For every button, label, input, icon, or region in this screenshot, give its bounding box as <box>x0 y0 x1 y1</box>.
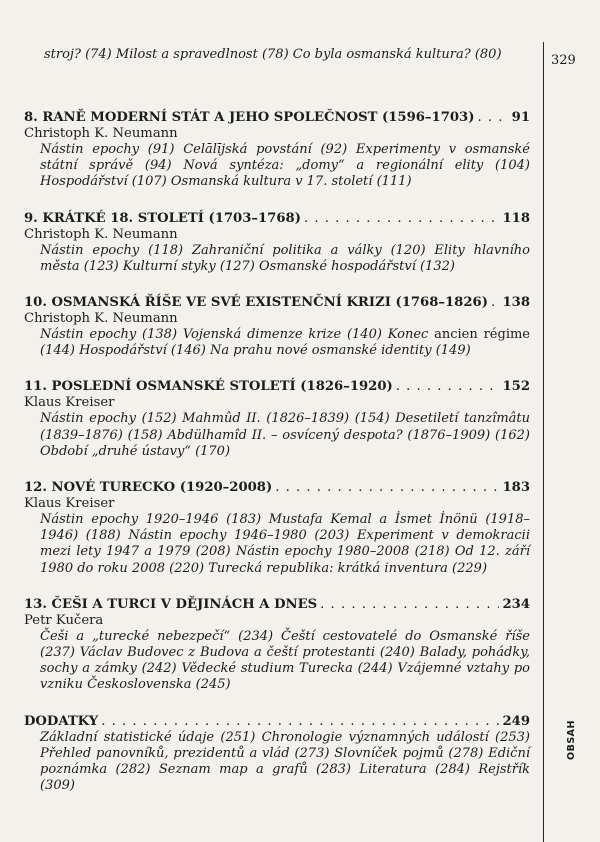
dot-leader <box>477 109 508 126</box>
toc-section-13 <box>24 596 530 694</box>
chapter-heading[interactable] <box>24 210 530 227</box>
side-label: OBSAH <box>566 720 577 760</box>
toc-content <box>24 47 530 813</box>
chapter-author: Klaus Kreiser <box>24 496 115 512</box>
toc-section-12 <box>24 479 530 577</box>
chapter-title: 9. KRÁTKÉ 18. STOLETÍ (1703–1768) <box>24 210 301 226</box>
subsections-part: Nástin epochy (138) Vojenská dimenze krize (140) Konec <box>40 327 435 343</box>
chapter-title: DODATKY <box>24 713 99 729</box>
chapter-title: 13. ČEŠI A TURCI V DĚJINÁCH A DNES <box>24 596 318 612</box>
chapter-subsections: Nástin epochy (118) Zahraniční politika a války (120) Elity hlavního města (123) Kulturní styky (127) Osmanské hospodářství (132) <box>40 242 530 274</box>
toc-section-8 <box>24 109 530 191</box>
chapter-page: 183 <box>502 480 530 496</box>
subsections-part: (144) Hospodářství (146) Na prahu nové osmanské identity (149) <box>40 343 471 359</box>
toc-section-10 <box>24 294 530 359</box>
chapter-subsections <box>24 327 530 359</box>
chapter-heading[interactable] <box>24 713 530 730</box>
chapter-author: Petr Kučera <box>24 612 104 628</box>
chapter-heading[interactable] <box>24 294 530 311</box>
dot-leader <box>304 210 500 227</box>
chapter-heading[interactable] <box>24 479 530 496</box>
chapter-subsections: Nástin epochy 1920–1946 (183) Mustafa Kemal a İsmet İnönü (1918–1946) (188) Nástin epochy 1946–1980 (203) Experiment v demokracii mezi lety 1947 a 1979 (208) Nástin epochy 1980–2008 (218) Od 12. září 1980 do roku 2008 (220) Turecká republika: krátká inventura (229) <box>40 512 530 576</box>
chapter-author: Christoph K. Neumann <box>24 126 178 141</box>
chapter-subsections: Základní statistické údaje (251) Chronologie významných událostí (253) Přehled panovníků, prezidentů a vlád (273) Slovníček pojmů (278) Ediční poznámka (282) Seznam map a grafů (283) Literatura (284) Rejstřík (309) <box>40 729 530 794</box>
toc-section-11 <box>24 378 530 460</box>
chapter-heading[interactable] <box>24 378 530 395</box>
dot-leader <box>491 294 500 311</box>
continuation-text: stroj? (74) Milost a spravedlnost (78) Co byla osmanská kultura? (80) <box>44 47 502 62</box>
chapter-title: 11. POSLEDNÍ OSMANSKÉ STOLETÍ (1826–1920) <box>24 379 393 395</box>
chapter-title: 8. RANĚ MODERNÍ STÁT A JEHO SPOLEČNOST (1596–1703) <box>24 110 475 125</box>
chapter-heading[interactable] <box>24 109 530 126</box>
chapter-page: 138 <box>502 295 530 311</box>
chapter-subsections: Nástin epochy (152) Mahmûd II. (1826–1839) (154) Desetiletí tanzîmâtu (1839–1876) (158) Abdülhamîd II. – osvícený despota? (1876–1909) (162) Období „druhé ústavy“ (170) <box>40 411 530 459</box>
dot-leader <box>320 596 499 613</box>
ancien-regime-term: ancien régime <box>434 327 530 343</box>
dot-leader <box>275 479 499 496</box>
chapter-author: Klaus Kreiser <box>24 395 115 411</box>
chapter-page: 249 <box>502 713 530 729</box>
chapter-title: 12. NOVÉ TURECKO (1920–2008) <box>24 480 273 496</box>
chapter-page: 118 <box>502 210 530 226</box>
chapter-title: 10. OSMANSKÁ ŘÍŠE VE SVÉ EXISTENČNÍ KRIZI (1768–1826) <box>24 295 488 311</box>
toc-section-9 <box>24 210 530 275</box>
chapter-author: Christoph K. Neumann <box>24 226 178 242</box>
margin-rule <box>543 42 544 842</box>
chapter-page: 152 <box>502 379 530 395</box>
chapter-subsections: Nástin epochy (91) Celālījská povstání (92) Experimenty v osmanské státní správě (94) Nová syntéza: „domy“ a regionální elity (104) Hospodářství (107) Osmanská kultura v 17. století (111) <box>40 142 530 190</box>
chapter-heading[interactable] <box>24 596 530 613</box>
chapter-subsections: Češi a „turecké nebezpečí“ (234) Čeští cestovatelé do Osmanské říše (237) Václav Budovec z Budova a čeští protestanti (240) Balady, pohádky, sochy a zámky (242) Vědecké studium Turecka (244) Vzájemné vztahy po vzniku Československa (245) <box>40 628 530 693</box>
dot-leader <box>396 378 500 395</box>
chapter-page: 234 <box>502 596 530 612</box>
toc-section-appendix <box>24 713 530 795</box>
dot-leader <box>101 713 499 730</box>
chapter-page: 91 <box>511 110 530 125</box>
page-number: 329 <box>551 53 576 68</box>
chapter-author: Christoph K. Neumann <box>24 311 178 327</box>
